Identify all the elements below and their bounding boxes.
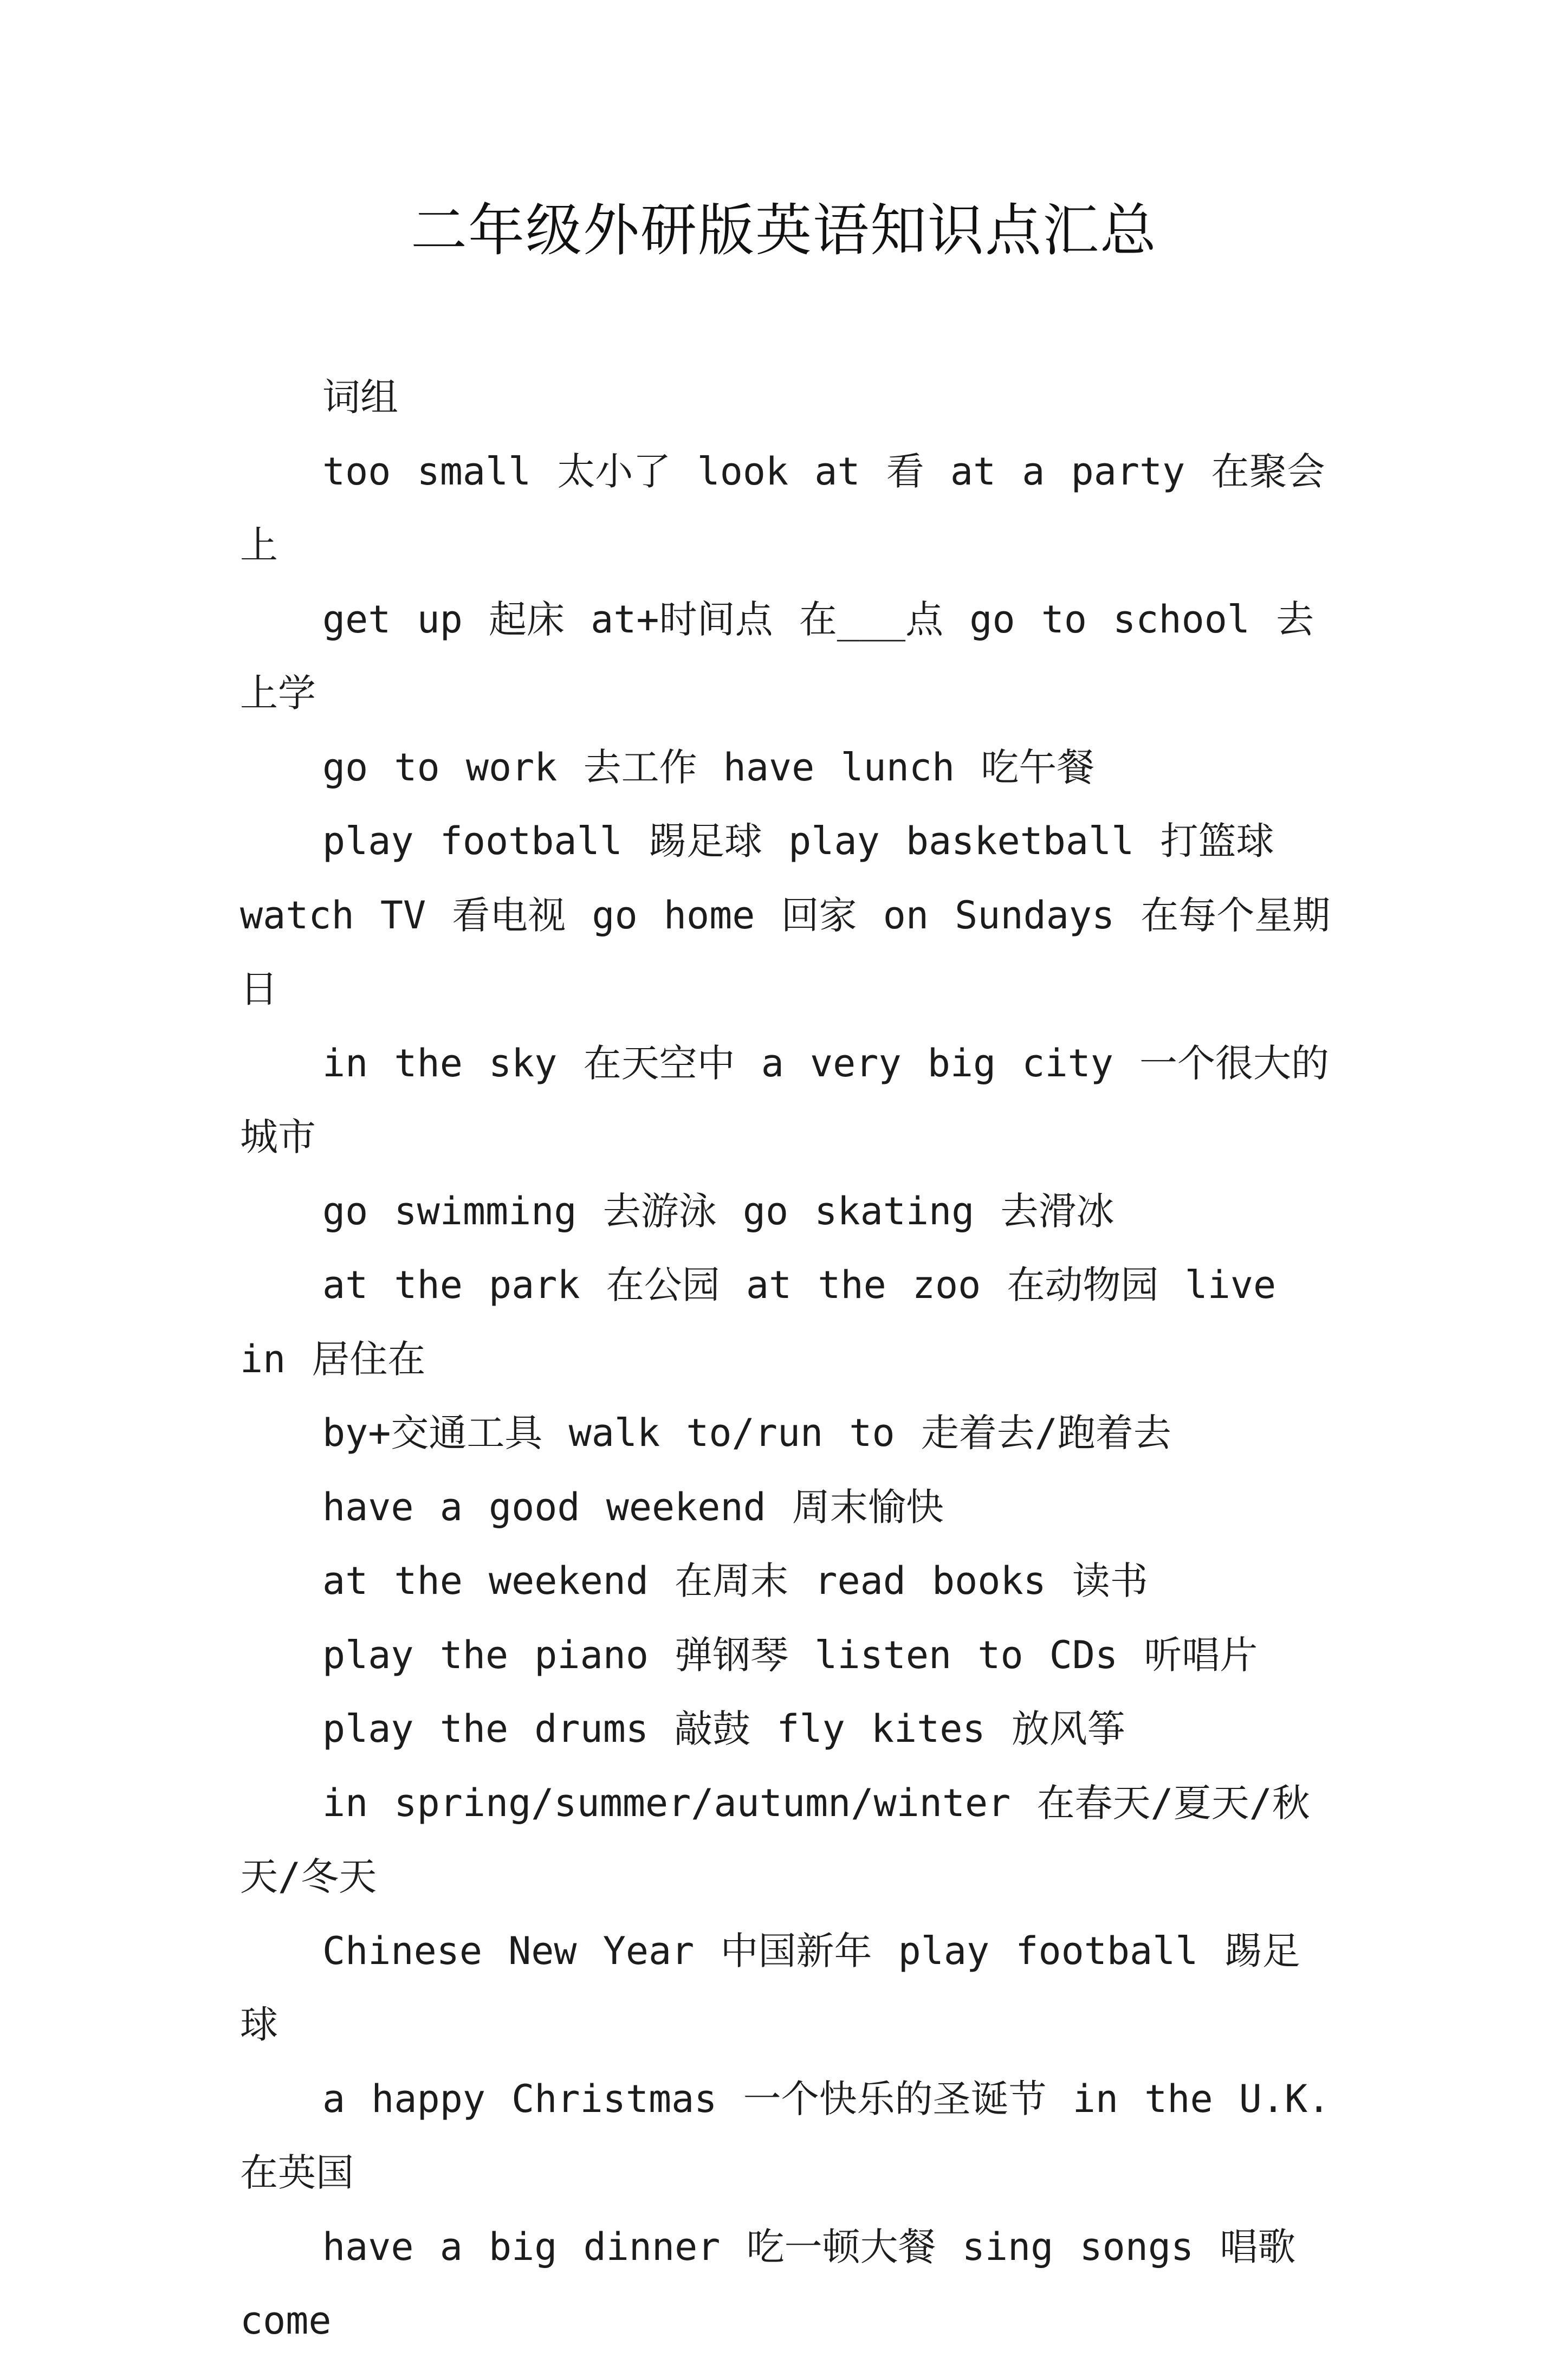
phrase-line: get up 起床 at+时间点 在___点 go to school 去上学	[240, 597, 1314, 715]
phrase-line: at the park 在公园 at the zoo 在动物园 live in 居住在	[240, 1263, 1277, 1381]
document-title: 二年级外研版英语知识点汇总	[410, 197, 1157, 263]
phrase-line: play the drums 敲鼓 fly kites 放风筝	[322, 1707, 1125, 1751]
phrase-line: Chinese New Year 中国新年 play football 踢足球	[240, 1928, 1300, 2047]
phrase-line: have a good weekend 周末愉快	[322, 1484, 944, 1529]
document-body	[240, 360, 1334, 2358]
phrase-line: at the weekend 在周末 read books 读书	[322, 1559, 1148, 1603]
phrase-line: play the piano 弹钢琴 listen to CDs 听唱片	[322, 1632, 1258, 1677]
phrase-line: go swimming 去游泳 go skating 去滑冰	[322, 1188, 1115, 1233]
section-heading: 词组	[322, 375, 398, 419]
phrase-line: by+交通工具 walk to/run to 走着去/跑着去	[322, 1411, 1171, 1455]
phrase-line: too small 太小了 look at 看 at a party 在聚会上	[240, 449, 1325, 567]
phrase-line: play football 踢足球 play basketball 打篮球 watch TV 看电视 go home 回家 on Sundays 在每个星期日	[240, 819, 1331, 1011]
phrase-line: a happy Christmas 一个快乐的圣诞节 in the U.K. 在英国	[240, 2076, 1331, 2195]
phrase-line: in spring/summer/autumn/winter 在春天/夏天/秋天/冬天	[240, 1780, 1310, 1899]
phrase-line: have a big dinner 吃一顿大餐 sing songs 唱歌 come	[240, 2224, 1296, 2343]
phrase-line: go to work 去工作 have lunch 吃午餐	[322, 745, 1095, 790]
phrase-line: in the sky 在天空中 a very big city 一个很大的城市	[240, 1041, 1330, 1159]
